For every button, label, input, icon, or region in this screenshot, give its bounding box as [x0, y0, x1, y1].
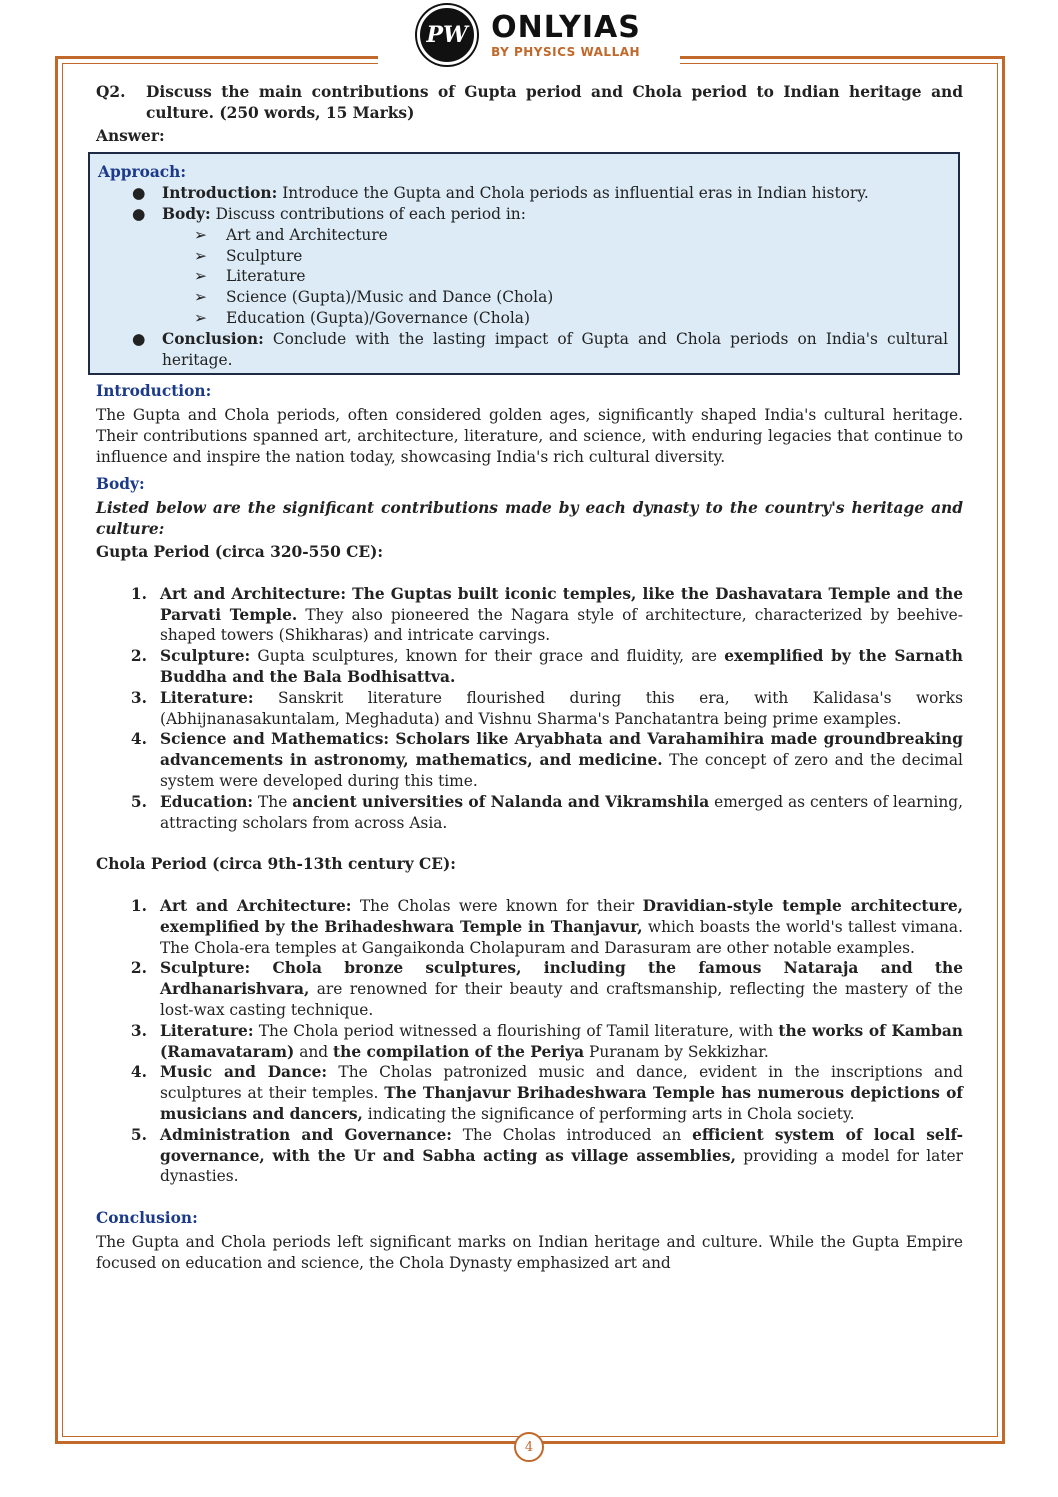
list-item: 2. Sculpture: Chola bronze sculptures, including the famous Nataraja and the Ardhanarishvara, are renowned for their beauty and craftsmanship, reflecting the mastery of the lost-wax casting technique.	[130, 959, 963, 1020]
conclusion-heading: Conclusion:	[96, 1209, 198, 1228]
document-body	[96, 82, 963, 1274]
approach-bullet: ● Introduction: Introduce the Gupta and Chola periods as influential eras in Indian history.	[98, 183, 948, 204]
arrow-icon: ➢	[194, 246, 207, 265]
list-item: 1. Art and Architecture: The Cholas were known for their Dravidian-style temple architecture, exemplified by the Brihadeshwara Temple in Thanjavur, which boasts the world's tallest vimana. The Chola-era temples at Gangaikonda Cholapuram and Darasuram are other notable examples.	[130, 897, 964, 957]
list-item: 4. Science and Mathematics: Scholars like Aryabhata and Varahamihira made groundbreaking advancements in astronomy, mathematics, and medicine. The concept of zero and the decimal system were developed during this time.	[130, 730, 963, 790]
header-logo	[378, 0, 680, 70]
logo-name: ONLYIAS	[491, 9, 641, 45]
list-item: 2. Sculpture: Gupta sculptures, known for their grace and fluidity, are exemplified by the Sarnath Buddha and the Bala Bodhisattva.	[130, 647, 963, 686]
list-item: 5. Education: The ancient universities of Nalanda and Vikramshila emerged as centers of learning, attracting scholars from across Asia.	[130, 792, 963, 832]
list-item: 5. Administration and Governance: The Cholas introduced an efficient system of local self-governance, with the Ur and Sabha acting as village assemblies, providing a model for later dynasties.	[130, 1125, 963, 1186]
pw-logo-icon: PW	[417, 5, 477, 65]
bullet-icon: ●	[132, 184, 146, 203]
approach-heading: Approach:	[98, 163, 187, 182]
approach-sub-item: ➢ Education (Gupta)/Governance (Chola)	[194, 308, 530, 327]
arrow-icon: ➢	[194, 225, 207, 244]
bullet-icon: ●	[132, 329, 146, 348]
conclusion-text: The Gupta and Chola periods left significant marks on Indian heritage and culture. While the Gupta Empire focused on education and science, the Chola Dynasty emphasized art and	[96, 1233, 963, 1272]
list-item: 4. Music and Dance: The Cholas patronized music and dance, evident in the inscriptions and sculptures at their temples. The Thanjavur Brihadeshwara Temple has numerous depictions of musicians and dancers, indicating the significance of performing arts in Chola society.	[130, 1063, 963, 1124]
body-heading: Body:	[96, 474, 145, 493]
approach-sub-item: ➢ Science (Gupta)/Music and Dance (Chola)	[194, 288, 554, 307]
question	[96, 82, 963, 124]
introduction-heading: Introduction:	[96, 382, 212, 401]
body-lead: Listed below are the significant contributions made by each dynasty to the country's heritage and culture:	[96, 499, 963, 539]
approach-bullet: ● Conclusion: Conclude with the lasting impact of Gupta and Chola periods on India's cultural heritage.	[98, 329, 948, 371]
arrow-icon: ➢	[194, 288, 207, 307]
chola-title: Chola Period (circa 9th-13th century CE):	[96, 855, 456, 874]
gupta-list	[96, 584, 963, 834]
introduction-text: The Gupta and Chola periods, often considered golden ages, significantly shaped India's cultural heritage. Their contributions spanned art, architecture, literature, and science, with enduring legacies that continue to influence and inspire the nation today, showcasing India's rich cultural diversity.	[96, 406, 963, 466]
bullet-icon: ●	[132, 204, 146, 223]
question-number: Q2.	[96, 83, 126, 101]
approach-sub-item: ➢ Literature	[194, 267, 306, 286]
approach-sub-item: ➢ Art and Architecture	[194, 225, 388, 244]
gupta-title: Gupta Period (circa 320-550 CE):	[96, 542, 384, 561]
page-number: 4	[514, 1432, 544, 1462]
answer-label: Answer:	[96, 126, 165, 145]
list-item: 3. Literature: The Chola period witnessed a flourishing of Tamil literature, with the works of Kamban (Ramavataram) and the compilation of the Periya Puranam by Sekkizhar.	[130, 1021, 964, 1061]
list-item: 1. Art and Architecture: The Guptas built iconic temples, like the Dashavatara Temple and the Parvati Temple. They also pioneered the Nagara style of architecture, characterized by beehive-shaped towers (Shikharas) and intricate carvings.	[130, 584, 963, 645]
logo-tagline: BY PHYSICS WALLAH	[491, 44, 641, 59]
approach-box	[88, 152, 960, 375]
question-text: Discuss the main contributions of Gupta period and Chola period to Indian heritage and culture. (250 words, 15 Marks)	[146, 83, 963, 122]
arrow-icon: ➢	[194, 267, 207, 286]
arrow-icon: ➢	[194, 308, 207, 327]
approach-bullet: ● Body: Discuss contributions of each period in:	[98, 204, 948, 225]
list-item: 3. Literature: Sanskrit literature flourished during this era, with Kalidasa's works (Abhijnanasakuntalam, Meghaduta) and Vishnu Sharma's Panchatantra being prime examples.	[130, 688, 963, 728]
approach-sub-item: ➢ Sculpture	[194, 246, 303, 265]
chola-list	[96, 896, 963, 1187]
